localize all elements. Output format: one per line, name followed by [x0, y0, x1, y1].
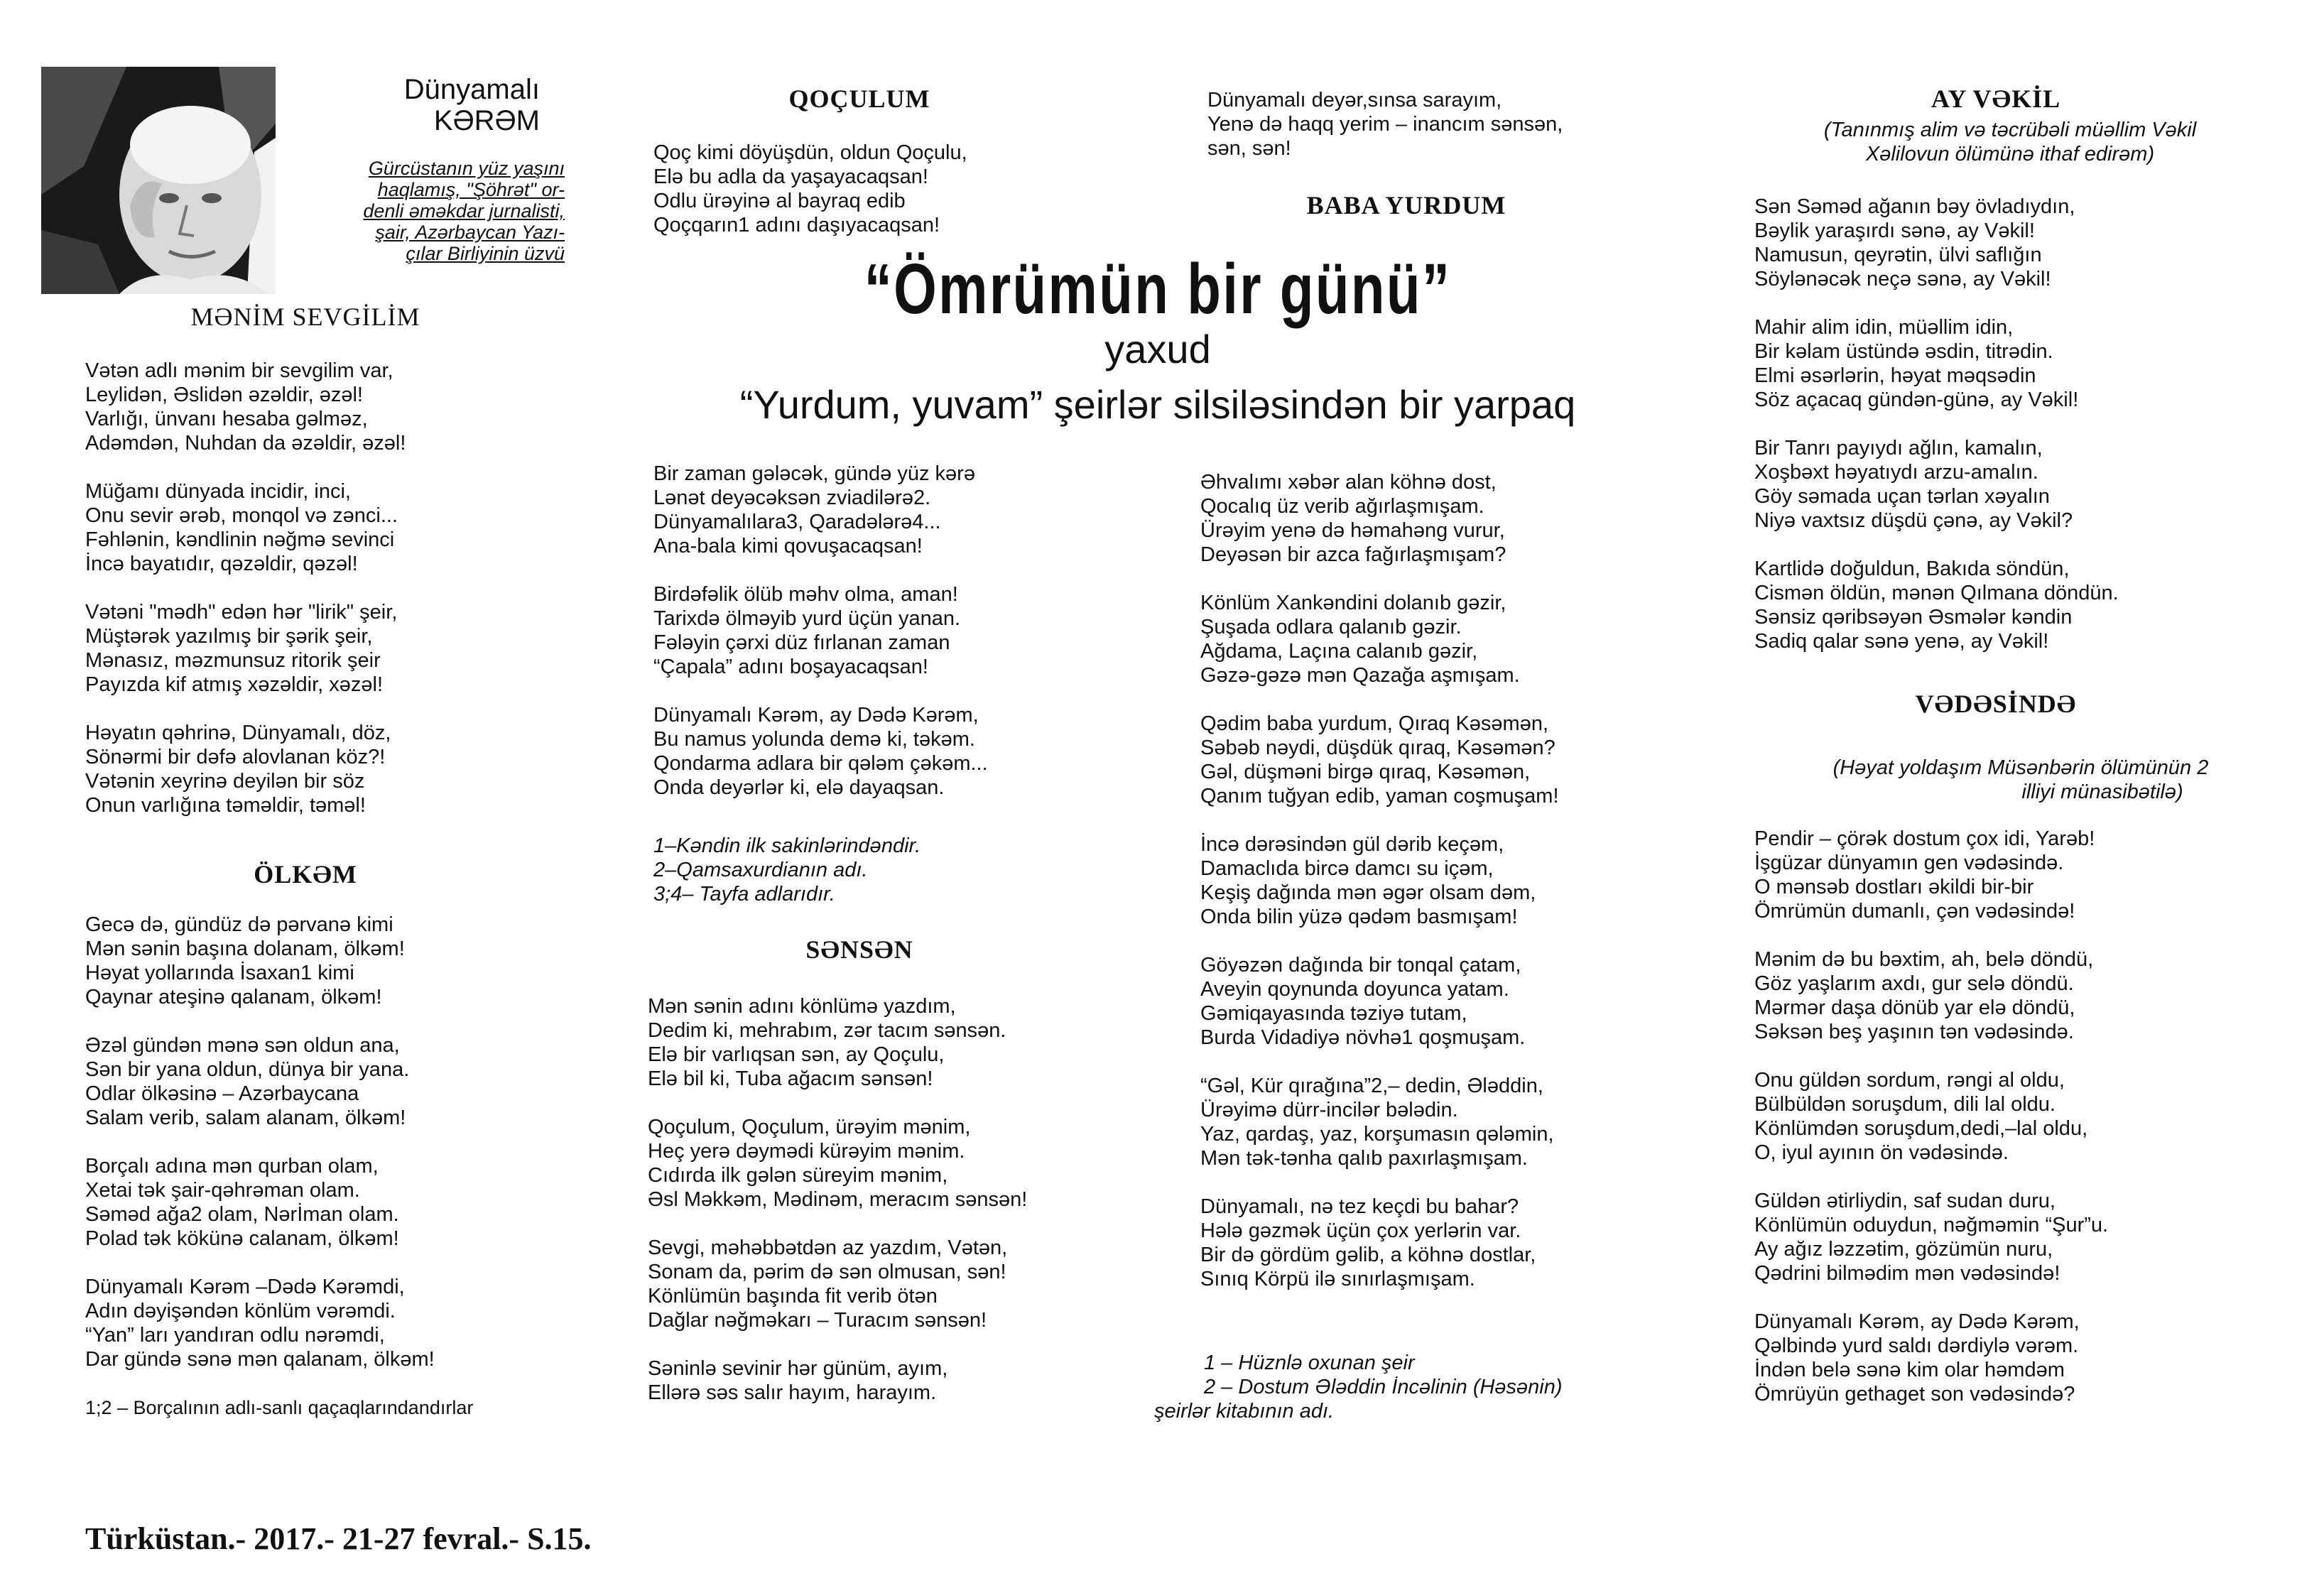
verse: Cıdırda ilk gələn süreyim mənim,: [648, 1164, 948, 1187]
verse: Qədrini bilmədim mən vədəsində!: [1754, 1262, 2060, 1285]
stanza: [648, 1357, 1027, 1405]
verse: sən, sən!: [1207, 137, 1291, 160]
stanza: [1754, 195, 2119, 291]
verse: Sadiq qalar sənə yenə, ay Vəkil!: [1754, 630, 2049, 653]
verse: Qədim baba yurdum, Qıraq Kəsəmən,: [1200, 712, 1549, 735]
verse: Fələyin çərxi düz fırlanan zaman: [653, 631, 950, 654]
verse: Könlümün başında fit verib ötən: [648, 1285, 938, 1308]
verse: İşgüzar dünyamın gen vədəsində.: [1754, 852, 2064, 874]
verse: Mahir alim idin, müəllim idin,: [1754, 316, 2014, 339]
poem-qoculum: [653, 141, 967, 237]
stanza: [1200, 591, 1559, 687]
verse: Varlığı, ünvanı hesaba gəlməz,: [85, 408, 368, 430]
stanza: [1754, 436, 2119, 533]
verse: Mənasız, məzmunsuz ritorik şeir: [85, 649, 381, 672]
poem-title-baba-yurdum: BABA YURDUM: [1306, 191, 1506, 219]
poem-title-menim-sevgilim: MƏNİM SEVGİLİM: [190, 303, 420, 331]
poem-olkem: [85, 913, 473, 1420]
verse: Sınıq Körpü ilə sınırlaşmışam.: [1200, 1268, 1475, 1290]
verse: Hələ gəzmək üçün çox yerlərin var.: [1200, 1219, 1521, 1242]
verse: İncə bayatıdır, qəzəldir, qəzəl!: [85, 553, 358, 575]
verse: Sən Səməd ağanın bəy övladıydın,: [1754, 195, 2075, 218]
author-name: [284, 74, 540, 136]
verse: Odlar ölkəsinə – Azərbaycana: [85, 1082, 359, 1105]
verse: Dedim ki, mehrabım, zər tacım sənsən.: [648, 1019, 1006, 1042]
verse: Odlu ürəyinə al bayraq edib: [653, 190, 906, 212]
main-subtitle: yaxud: [1104, 327, 1211, 371]
verse: Aveyin qoynunda doyunca yatam.: [1200, 978, 1509, 1001]
poem-sensen: [648, 994, 1027, 1405]
stanza: [85, 1275, 473, 1371]
verse: Bir zaman gələcək, gündə yüz kərə: [653, 462, 975, 485]
verse: Ellərə səs salır hayım, harayım.: [648, 1381, 937, 1404]
stanza: [85, 1033, 473, 1130]
verse: Salam verib, salam alanam, ölkəm!: [85, 1107, 406, 1129]
verse: O, iyul ayının ön vədəsində.: [1754, 1141, 2009, 1164]
verse: Yaz, qardaş, yaz, korşumasın qələmin,: [1200, 1123, 1554, 1146]
verse: Ömrüyün gethaget son vədəsində?: [1754, 1383, 2075, 1406]
verse: Qoçulum, Qoçulum, ürəyim mənim,: [648, 1116, 971, 1138]
stanza: [1200, 712, 1559, 808]
poem-title-ay-vekil: AY VƏKİL: [1931, 85, 2061, 113]
verse: Dünyamalı Kərəm –Dədə Kərəmdi,: [85, 1276, 405, 1298]
poem-title-olkem: ÖLKƏM: [254, 860, 357, 888]
verse: Birdəfəlik ölüb məhv olma, aman!: [653, 583, 958, 606]
verse: Elə bu adla da yaşayacaqsan!: [653, 165, 928, 188]
verse: Niyə vaxtsız düşdü çənə, ay Vəkil?: [1754, 509, 2073, 532]
verse: Namusun, qeyrətin, ülvi saflığın: [1754, 244, 2042, 266]
verse: Xetai tək şair-qəhrəman olam.: [85, 1179, 360, 1202]
dedication-line: (Həyat yoldaşım Müsənbərin ölümünün 2: [1832, 756, 2209, 779]
bio-line: şair, Azərbaycan Yazı-: [375, 222, 565, 243]
verse: Xoşbəxt həyatıydı arzu-amalın.: [1754, 461, 2038, 484]
verse: Könlümdən soruşdum,dedi,–lal oldu,: [1754, 1117, 2088, 1140]
poem-menim-sevgilim: [85, 359, 406, 817]
verse: Bülbüldən soruşdum, dili lal oldu.: [1754, 1093, 2056, 1116]
verse: Gəmiqayasında təziyə tutam,: [1200, 1002, 1467, 1025]
verse: Dağlar nəğməkarı – Turacım sənsən!: [648, 1309, 987, 1332]
verse: Polad tək kökünə calanam, ölkəm!: [85, 1227, 399, 1250]
verse: Fəhlənin, kəndlinin nəğmə sevinci: [85, 528, 395, 551]
stanza: [1200, 832, 1559, 929]
poem-mid: [653, 462, 988, 800]
verse: Əhvalımı xəbər alan köhnə dost,: [1200, 471, 1497, 494]
verse: Mərmər daşa dönüb yar elə döndü,: [1754, 996, 2075, 1019]
stanza: [1754, 1189, 2108, 1285]
verse: Bu namus yolunda demə ki, təkəm.: [653, 728, 975, 751]
bio-line: denli əməkdar jurnalisti,: [363, 200, 565, 222]
verse: Sevgi, məhəbbətdən az yazdım, Vətən,: [648, 1236, 1008, 1259]
verse: İndən belə sənə kim olar həmdəm: [1754, 1359, 2065, 1381]
author-photo: [41, 67, 276, 294]
verse: Əzəl gündən mənə sən oldun ana,: [85, 1034, 400, 1057]
stanza: [85, 479, 406, 576]
verse: Ağdama, Laçına calanıb gəzir,: [1200, 640, 1478, 663]
poem-title-qoculum: QOÇULUM: [788, 85, 930, 113]
verse: Keşiş dağında mən əgər olsam dəm,: [1200, 881, 1536, 904]
poem-title-vedesinde: VƏDƏSİNDƏ: [1915, 690, 2077, 718]
poem-col3-top: [1207, 88, 1563, 161]
stanza: [1754, 557, 2119, 653]
verse: Onu sevir ərəb, monqol və zənci...: [85, 504, 398, 527]
main-title: “Ömrümün bir günü”: [864, 249, 1452, 329]
stanza: [1754, 1068, 2108, 1165]
verse: Səbəb nəydi, düşdük qıraq, Kəsəmən?: [1200, 736, 1555, 759]
dedication-line: illiyi münasibətilə): [2021, 781, 2183, 803]
bio-line: haqlamış, "Şöhrət" or-: [377, 179, 565, 200]
stanza: [648, 1236, 1027, 1332]
verse: Elə bil ki, Tuba ağacım sənsən!: [648, 1067, 933, 1090]
verse: Vətən adlı mənim bir sevgilim var,: [85, 359, 393, 382]
verse: Qoç kimi döyüşdün, oldun Qoçulu,: [653, 141, 967, 164]
poem-baba-yurdum: [1200, 470, 1559, 1291]
verse: Dünyamalı Kərəm, ay Dədə Kərəm,: [653, 704, 979, 727]
verse: Burda Vidadiyə növhə1 qoşmuşam.: [1200, 1026, 1526, 1049]
stanza: [648, 994, 1027, 1091]
footnote: [85, 1396, 473, 1420]
verse: Deyəsən bir azca fağırlaşmışam?: [1200, 543, 1506, 566]
verse: Dar gündə sənə mən qalanam, ölkəm!: [85, 1348, 435, 1371]
verse: Adəmdən, Nuhdan da əzəldir, əzəl!: [85, 432, 406, 455]
verse: Ay ağız ləzzətim, gözümün nuru,: [1754, 1238, 2053, 1261]
author-last-name: KƏRƏM: [433, 105, 540, 136]
verse: Onda deyərlər ki, elə dayaqsan.: [653, 776, 945, 799]
verse: Könlümün oduydun, nəğməmin “Şur”u.: [1754, 1214, 2109, 1236]
stanza: [1754, 1310, 2108, 1406]
verse: Adın dəyişəndən könlüm vərəmdi.: [85, 1300, 396, 1322]
stanza: [1200, 1195, 1559, 1291]
verse: Söylənəcək neçə sənə, ay Vəkil!: [1754, 268, 2051, 290]
verse: Yenə də haqq yerim – inancım sənsən,: [1207, 113, 1563, 136]
poem-vedesinde: [1754, 827, 2108, 1406]
bio-line: çılar Birliyinin üzvü: [406, 243, 565, 264]
stanza: [1200, 470, 1559, 567]
stanza: [1754, 315, 2119, 412]
verse: Qaynar ateşinə qalanam, ölkəm!: [85, 986, 382, 1009]
verse: Bir də gördüm gəlib, a köhnə dostlar,: [1200, 1244, 1536, 1266]
verse: Dünyamalı, nə tez keçdi bu bahar?: [1200, 1195, 1519, 1218]
verse: Müğamı dünyada incidir, inci,: [85, 480, 351, 503]
footnote-line: 1;2 – Borçalının adlı-sanlı qaçaqlarındandırlar: [85, 1397, 474, 1418]
bio-line: Gürcüstanın yüz yaşını: [368, 158, 565, 179]
verse: Vətənin xeyrinə deyilən bir söz: [85, 770, 365, 793]
stanza: [648, 1115, 1027, 1212]
verse: Borçalı adına mən qurban olam,: [85, 1155, 379, 1178]
stanza: [1754, 947, 2108, 1044]
stanza: [85, 600, 406, 697]
footnote-line: 2–Qamsaxurdianın adı.: [653, 859, 868, 881]
verse: Cismən öldün, mənən Qılmana döndün.: [1754, 582, 2119, 604]
verse: Kartlidə doğuldun, Bakıda söndün,: [1754, 558, 2070, 580]
verse: Könlüm Xankəndini dolanıb gəzir,: [1200, 592, 1506, 614]
stanza: [85, 359, 406, 455]
stanza: [653, 141, 967, 237]
verse: Sənsiz qəribsəyən Əsmələr kəndin: [1754, 606, 2073, 629]
poem-ay-vekil: [1754, 195, 2119, 653]
verse: “Gəl, Kür qırağına”2,– dedin, Ələddin,: [1200, 1075, 1543, 1097]
author-first-name: Dünyamalı: [403, 74, 540, 105]
verse: Müştərək yazılmış bir şərik şeir,: [85, 625, 373, 648]
verse: Şuşada odlara qalanıb gəzir.: [1200, 616, 1462, 638]
main-subtitle-series: “Yurdum, yuvam” şeirlər silsiləsindən bir yarpaq: [739, 382, 1576, 427]
footnote-line: 1 – Hüznlə oxunan şeir: [1204, 1352, 1415, 1374]
verse: Göz yaşlarım axdı, gur selə döndü.: [1754, 972, 2074, 995]
verse: Onu güldən sordum, rəngi al oldu,: [1754, 1069, 2065, 1092]
verse: Bir kəlam üstündə əsdin, titrədin.: [1754, 340, 2053, 363]
verse: Tarixdə ölməyib yurd üçün yanan.: [653, 607, 961, 630]
verse: Həyatın qəhrinə, Dünyamalı, döz,: [85, 722, 391, 744]
stanza: [653, 703, 988, 800]
stanza: [1754, 827, 2108, 923]
verse: Onun varlığına təməldir, təməl!: [85, 794, 366, 817]
verse: Elə bir varlıqsan sən, ay Qoçulu,: [648, 1043, 945, 1066]
verse: Gecə də, gündüz də pərvanə kimi: [85, 913, 393, 936]
verse: Söz açacaq gündən-günə, ay Vəkil!: [1754, 388, 2079, 411]
verse: Heç yerə dəymədi kürəyim mənim.: [648, 1140, 965, 1163]
poem-title-sensen: SƏNSƏN: [805, 935, 913, 964]
footnotes-mid: [653, 834, 921, 906]
verse: İncə dərəsindən gül dərib keçəm,: [1200, 833, 1504, 856]
verse: Qanım tuğyan edib, yaman coşmuşam!: [1200, 785, 1559, 808]
verse: Payızda kif atmış xəzəldir, xəzəl!: [85, 673, 384, 696]
verse: Dünyamalı Kərəm, ay Dədə Kərəm,: [1754, 1310, 2080, 1333]
verse: Sən bir yana oldun, dünya bir yana.: [85, 1058, 410, 1081]
stanza: [85, 721, 406, 817]
verse: Qoçqarın1 adını daşıyacaqsan!: [653, 214, 940, 237]
verse: Bir Tanrı payıydı ağlın, kamalın,: [1754, 437, 2043, 460]
verse: Vətəni "mədh" edən hər "lirik" şeir,: [85, 601, 398, 624]
stanza: [1200, 953, 1559, 1050]
verse: Bəylik yaraşırdı sənə, ay Vəkil!: [1754, 219, 2035, 242]
verse: Həyat yollarında İsaxan1 kimi: [85, 962, 354, 984]
stanza: [1200, 1074, 1559, 1170]
verse: Lənət deyəcəksən zviadilərə2.: [653, 486, 931, 509]
verse: Leylidən, Əslidən əzəldir, əzəl!: [85, 384, 363, 406]
verse: Əsl Məkkəm, Mədinəm, meracım sənsən!: [648, 1188, 1028, 1211]
verse: Dünyamalı deyər,sınsa sarayım,: [1207, 89, 1502, 112]
dedication-line: (Tanınmış alim və təcrübəli müəllim Vəkil: [1823, 119, 2197, 141]
author-bio: [284, 158, 565, 264]
verse: Mən sənin başına dolanam, ölkəm!: [85, 937, 405, 960]
stanza: [85, 913, 473, 1009]
verse: Güldən ətirliydin, saf sudan duru,: [1754, 1190, 2056, 1212]
verse: “Yan” ları yandıran odlu nərəmdi,: [85, 1324, 385, 1347]
stanza: [85, 1154, 473, 1251]
stanza: [653, 582, 988, 679]
verse: Damaclıda bircə damcı su içəm,: [1200, 857, 1494, 880]
verse: Ömrümün dumanlı, çən vədəsində!: [1754, 900, 2075, 923]
verse: Pendir – çörək dostum çox idi, Yarəb!: [1754, 827, 2095, 850]
verse: Mən tək-tənha qalıb paxırlaşmışam.: [1200, 1147, 1528, 1170]
verse: Elmi əsərlərin, həyat məqsədin: [1754, 364, 2036, 387]
verse: Qocalıq üz verib ağırlaşmışam.: [1200, 495, 1484, 518]
verse: Sönərmi bir dəfə alovlanan köz?!: [85, 746, 386, 768]
dedication-ay-vekil: [1754, 118, 2266, 166]
verse: “Çapala” adını boşayacaqsan!: [653, 656, 928, 678]
verse: Ürəyim yenə də həmahəng vurur,: [1200, 519, 1505, 542]
verse: Mən sənin adını könlümə yazdım,: [648, 995, 956, 1018]
stanza: [653, 462, 988, 558]
footnotes-baba-yurdum: [1154, 1351, 1563, 1423]
verse: Mənim də bu bəxtim, ah, belə döndü,: [1754, 948, 2094, 971]
dedication-vedesinde: [1761, 756, 2280, 804]
verse: Göyəzən dağında bir tonqal çatam,: [1200, 954, 1521, 977]
verse: Səməd ağa2 olam, Nərİman olam.: [85, 1203, 399, 1226]
verse: Səninlə sevinir hər günüm, ayım,: [648, 1357, 948, 1380]
verse: Qondarma adlara bir qələm çəkəm...: [653, 752, 988, 775]
verse: Ana-bala kimi qovuşacaqsan!: [653, 535, 923, 558]
verse: Qəlbində yurd saldı dərdiylə vərəm.: [1754, 1334, 2079, 1357]
verse: O mənsəb dostları əkildi bir-bir: [1754, 876, 2034, 898]
verse: Ürəyimə dürr-incilər bələdin.: [1200, 1099, 1458, 1121]
footnote-line: 3;4– Tayfa adlarıdır.: [653, 883, 835, 906]
footnote-line: şeirlər kitabının adı.: [1154, 1400, 1335, 1423]
verse: Səksən beş yaşının tən vədəsində.: [1754, 1021, 2074, 1043]
footnote-line: 1–Kəndin ilk sakinlərindəndir.: [653, 835, 921, 857]
verse: Dünyamalılara3, Qaradələrə4...: [653, 511, 941, 533]
verse: Sonam da, pərim də sən olmusan, sən!: [648, 1261, 1006, 1283]
verse: Gəl, düşməni birgə qıraq, Kəsəmən,: [1200, 761, 1531, 783]
verse: Onda bilin yüzə qədəm basmışam!: [1200, 906, 1518, 928]
verse: Göy səmada uçan tərlan xəyalın: [1754, 485, 2050, 508]
dedication-line: Xəlilovun ölümünə ithaf edirəm): [1865, 143, 2155, 165]
verse: Gəzə-gəzə mən Qazağa aşmışam.: [1200, 664, 1520, 687]
stanza: [1207, 88, 1563, 161]
footnote-line: 2 – Dostum Ələddin İncəlinin (Həsənin): [1204, 1376, 1563, 1398]
source-citation: Türküstan.- 2017.- 21-27 fevral.- S.15.: [85, 1521, 592, 1556]
